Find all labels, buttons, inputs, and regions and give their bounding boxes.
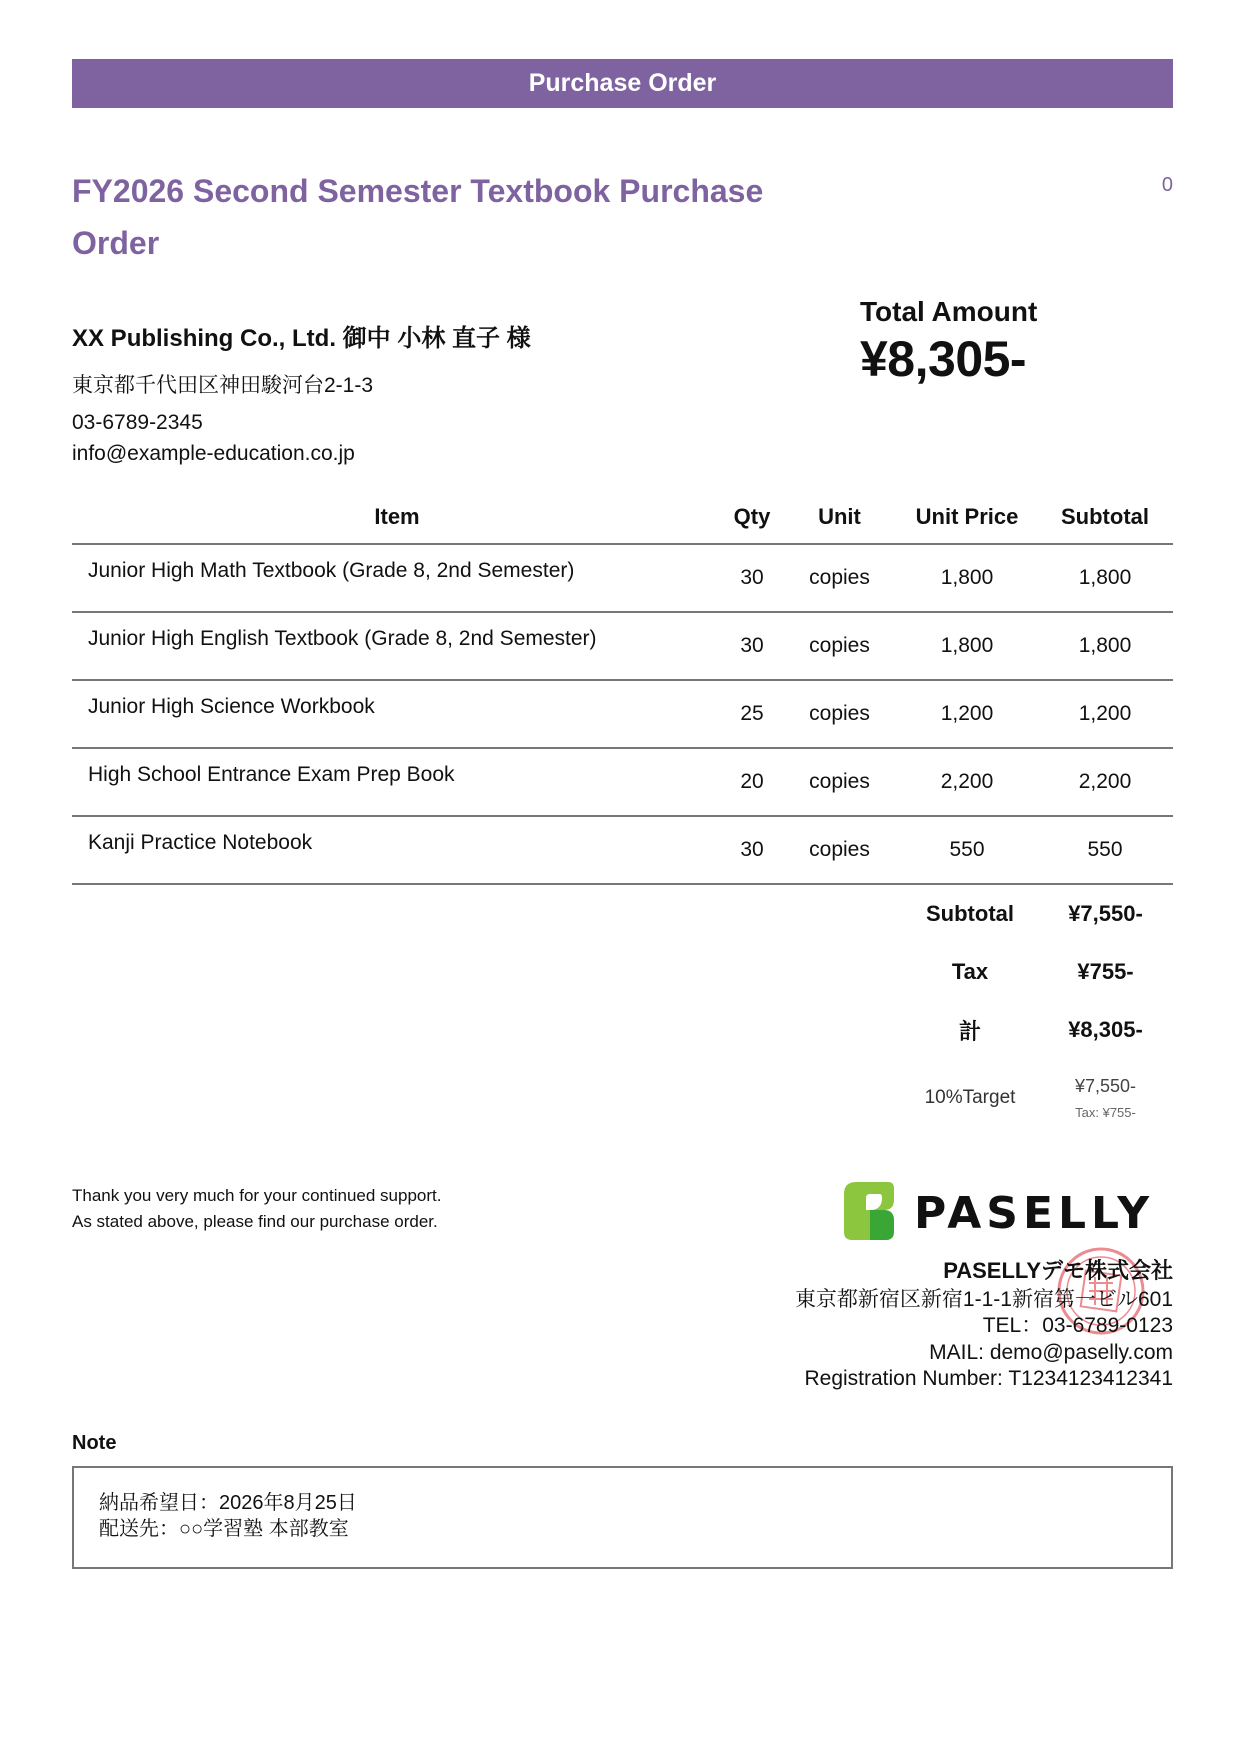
row-subtotal: 1,800	[1037, 544, 1173, 612]
row-unit: copies	[782, 612, 897, 680]
summary-subtotal-label: Subtotal	[926, 901, 1014, 926]
summary-tax-value: ¥755-	[1077, 959, 1134, 984]
summary-tax-row	[902, 943, 1173, 1001]
row-subtotal: 2,200	[1037, 748, 1173, 816]
row-qty: 20	[722, 748, 782, 816]
tax-target-label: 10%Target	[924, 1087, 1016, 1108]
summary-total-label: 計	[958, 1018, 981, 1044]
closing-message	[72, 1183, 441, 1235]
summary-subtotal-value: ¥7,550-	[1068, 901, 1143, 926]
summary-table	[902, 885, 1173, 1137]
row-qty: 30	[722, 544, 782, 612]
company-tel: TEL：03-6789-0123	[982, 1314, 1173, 1337]
company-info	[795, 1258, 1173, 1393]
paselly-logo-mark-icon	[844, 1182, 894, 1240]
table-row	[72, 748, 1173, 816]
tax-target-amount: ¥7,550-	[1074, 1076, 1137, 1096]
summary-tax-label: Tax	[951, 959, 989, 984]
row-item: Junior High English Textbook (Grade 8, 2nd Semester)	[72, 612, 722, 680]
recipient-block	[72, 318, 531, 469]
table-row	[72, 544, 1173, 612]
recipient-address: 東京都千代田区神田駿河台2-1-3	[72, 374, 374, 397]
row-qty: 30	[722, 816, 782, 884]
total-amount-value: ¥8,305-	[860, 331, 1027, 387]
row-subtotal: 550	[1037, 816, 1173, 884]
header-qty: Qty	[722, 490, 782, 544]
document-title: FY2026 Second Semester Textbook Purchase Order	[72, 173, 764, 261]
total-amount-label: Total Amount	[860, 296, 1038, 327]
header-unit-price: Unit Price	[897, 490, 1037, 544]
document-number: 0	[1161, 174, 1173, 196]
row-qty: 30	[722, 612, 782, 680]
table-row	[72, 816, 1173, 884]
summary-total-value: ¥8,305-	[1068, 1017, 1143, 1042]
table-row	[72, 680, 1173, 748]
recipient-name: XX Publishing Co., Ltd. 御中 小林 直子 様	[72, 325, 531, 352]
summary-total-row	[902, 1001, 1173, 1059]
items-table	[72, 490, 1173, 885]
company-address: 東京都新宿区新宿1-1-1新宿第一ビル601	[794, 1287, 1173, 1311]
items-table-header	[72, 490, 1173, 544]
closing-message-line-2: As stated above, please find our purchase order.	[72, 1212, 438, 1231]
header-subtotal: Subtotal	[1037, 490, 1173, 544]
row-item: High School Entrance Exam Prep Book	[72, 748, 722, 816]
row-subtotal: 1,800	[1037, 612, 1173, 680]
row-unit: copies	[782, 680, 897, 748]
recipient-phone: 03-6789-2345	[72, 411, 203, 434]
header-unit: Unit	[782, 490, 897, 544]
summary-tax-target-row	[902, 1059, 1173, 1137]
row-item: Junior High Science Workbook	[72, 680, 722, 748]
table-row	[72, 612, 1173, 680]
recipient-email: info@example-education.co.jp	[72, 442, 355, 465]
paselly-logo-text: PASELLY	[914, 1188, 1155, 1239]
row-item: Kanji Practice Notebook	[72, 816, 722, 884]
row-unit: copies	[782, 544, 897, 612]
row-unit-price: 2,200	[897, 748, 1037, 816]
note-line-2: 配送先：○○学習塾 本部教室	[99, 1518, 349, 1540]
tax-target-values	[1038, 1059, 1173, 1137]
total-amount-block	[860, 296, 1037, 388]
closing-message-line-1: Thank you very much for your continued support.	[72, 1186, 442, 1205]
note-box	[72, 1466, 1173, 1569]
row-unit-price: 550	[897, 816, 1037, 884]
row-qty: 25	[722, 680, 782, 748]
row-item: Junior High Math Textbook (Grade 8, 2nd Semester)	[72, 544, 722, 612]
summary-subtotal-row	[902, 885, 1173, 943]
row-unit-price: 1,800	[897, 544, 1037, 612]
note-label: Note	[72, 1432, 117, 1454]
tax-target-tax: Tax: ¥755-	[1075, 1105, 1136, 1120]
paselly-logo	[842, 1180, 1172, 1242]
row-subtotal: 1,200	[1037, 680, 1173, 748]
document-banner: Purchase Order	[72, 59, 1173, 108]
row-unit: copies	[782, 748, 897, 816]
company-name: PASELLYデモ株式会社	[943, 1258, 1173, 1283]
row-unit-price: 1,200	[897, 680, 1037, 748]
row-unit-price: 1,800	[897, 612, 1037, 680]
company-registration: Registration Number: T1234123412341	[804, 1367, 1173, 1390]
company-mail: MAIL: demo@paselly.com	[929, 1340, 1173, 1364]
row-unit: copies	[782, 816, 897, 884]
note-line-1: 納品希望日：2026年8月25日	[99, 1492, 357, 1514]
header-item: Item	[72, 490, 722, 544]
